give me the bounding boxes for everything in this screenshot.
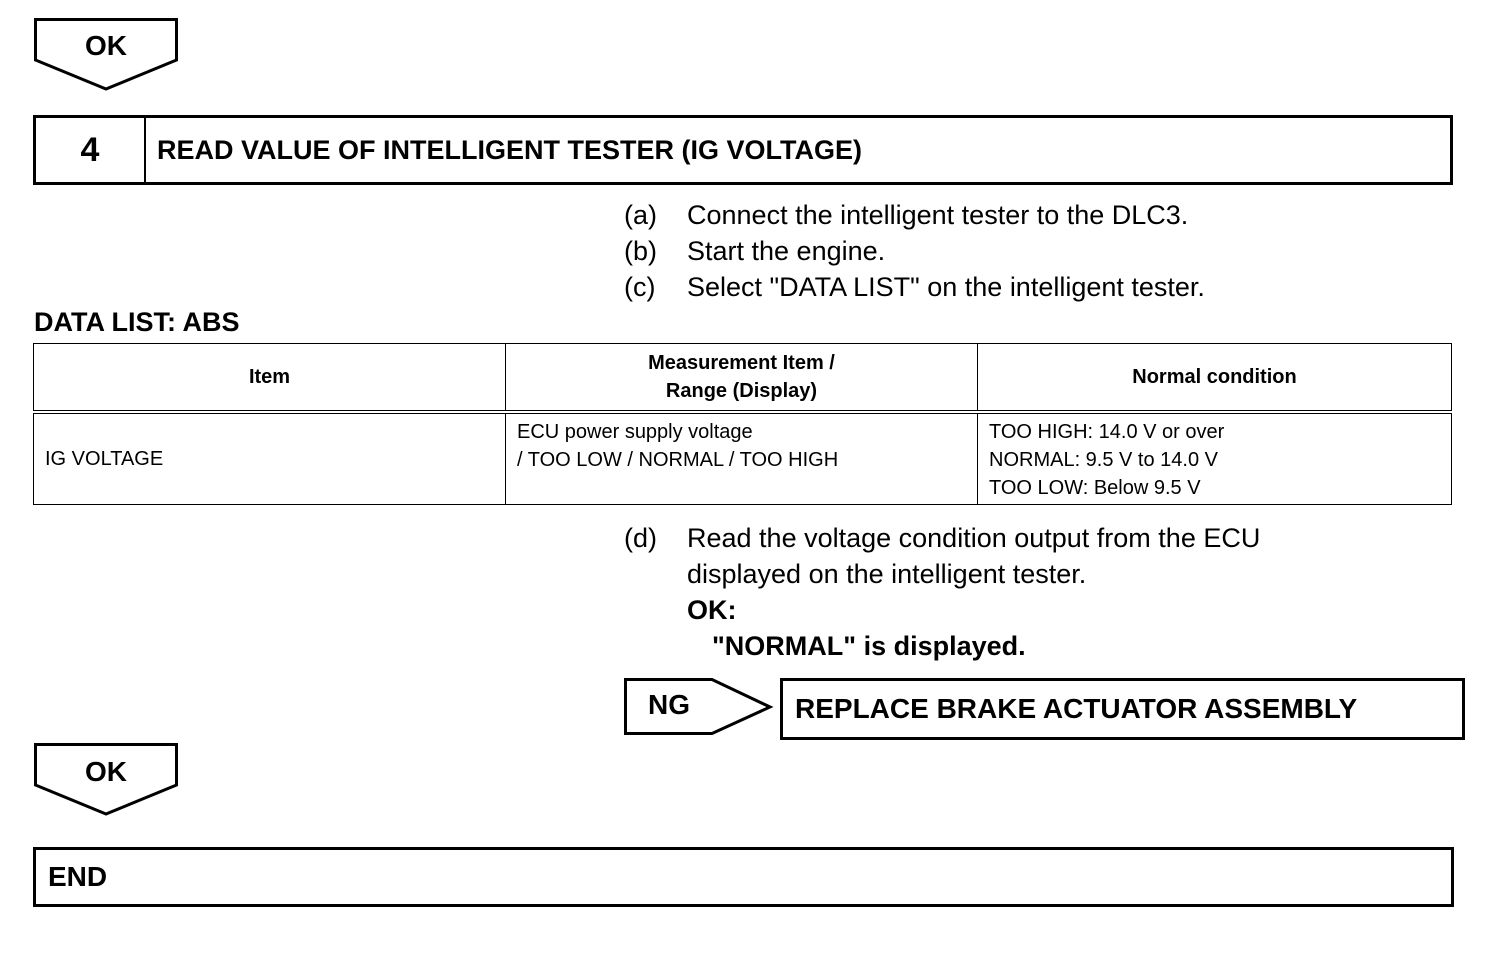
instruction-text: Read the voltage condition output from the ECU bbox=[687, 523, 1261, 553]
instruction-d bbox=[624, 520, 1260, 556]
cell-normal-line2: NORMAL: 9.5 V to 14.0 V bbox=[989, 449, 1218, 471]
end-box: END bbox=[33, 847, 1454, 907]
ng-action-box: REPLACE BRAKE ACTUATOR ASSEMBLY bbox=[780, 678, 1465, 740]
instruction-letter: (a) bbox=[624, 200, 657, 230]
ng-arrow bbox=[624, 678, 774, 736]
ng-label: NG bbox=[648, 689, 690, 720]
data-list-title: DATA LIST: ABS bbox=[34, 307, 240, 337]
instruction-text: Start the engine. bbox=[687, 236, 886, 266]
header-normal: Normal condition bbox=[978, 344, 1452, 413]
cell-measurement-line2: / TOO LOW / NORMAL / TOO HIGH bbox=[517, 449, 839, 471]
header-measurement-line1: Measurement Item / bbox=[648, 352, 835, 374]
cell-item: IG VOLTAGE bbox=[34, 412, 506, 505]
table-row bbox=[34, 412, 1452, 505]
step-header bbox=[33, 115, 1453, 185]
header-measurement-line2: Range (Display) bbox=[665, 380, 818, 402]
table-header-row bbox=[34, 344, 1452, 413]
instruction-d-line2: displayed on the intelligent tester. bbox=[687, 559, 1087, 589]
instruction-letter: (c) bbox=[624, 272, 656, 302]
instruction-b bbox=[624, 233, 885, 269]
ok-value: "NORMAL" is displayed. bbox=[712, 631, 1026, 661]
right-arrow-icon bbox=[624, 678, 774, 736]
instruction-text: Connect the intelligent tester to the DLC3. bbox=[687, 200, 1189, 230]
cell-normal-line3: TOO LOW: Below 9.5 V bbox=[989, 477, 1201, 499]
instruction-c bbox=[624, 269, 1205, 305]
step-title: READ VALUE OF INTELLIGENT TESTER (IG VOLTAGE) bbox=[157, 134, 862, 165]
cell-measurement-line1: ECU power supply voltage bbox=[517, 421, 753, 443]
cell-measurement bbox=[506, 412, 978, 505]
cell-normal bbox=[978, 412, 1452, 505]
instruction-letter: (d) bbox=[624, 523, 657, 553]
instruction-text: Select "DATA LIST" on the intelligent tester. bbox=[687, 272, 1205, 302]
ok-arrow-top bbox=[34, 18, 178, 90]
ok-label-bottom: OK bbox=[85, 756, 127, 787]
instruction-letter: (b) bbox=[624, 236, 657, 266]
step-number: 4 bbox=[36, 118, 146, 182]
header-measurement bbox=[506, 344, 978, 413]
ok-arrow-bottom bbox=[34, 743, 178, 815]
ok-heading: OK: bbox=[687, 595, 737, 625]
data-list-table bbox=[33, 343, 1452, 505]
cell-normal-line1: TOO HIGH: 14.0 V or over bbox=[989, 421, 1225, 443]
instruction-a bbox=[624, 197, 1188, 233]
ok-label-top: OK bbox=[85, 30, 127, 61]
header-item: Item bbox=[34, 344, 506, 413]
